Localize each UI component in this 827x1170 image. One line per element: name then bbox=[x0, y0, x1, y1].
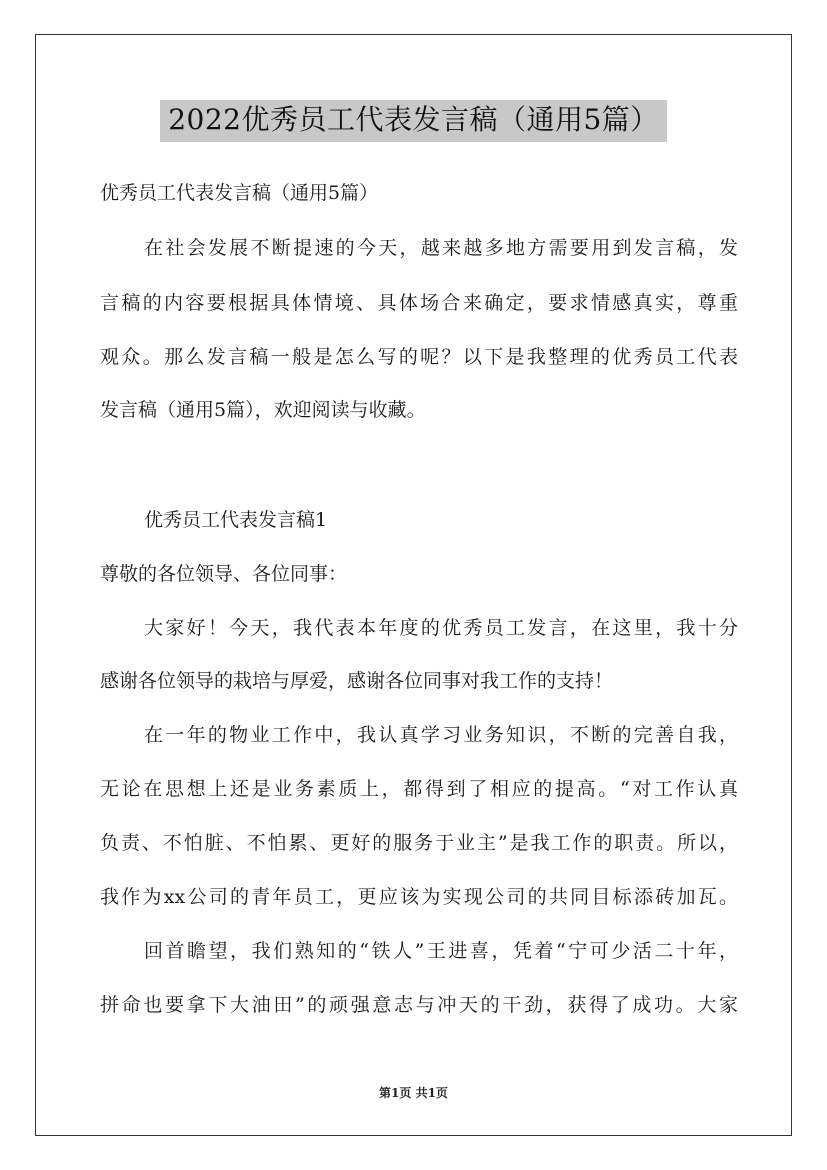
page-number-label: 第1页 共1页 bbox=[379, 1086, 448, 1100]
body-line-3: 在一年的物业工作中，我认真学习业务知识，不断的完善自我， bbox=[144, 724, 738, 746]
body-line-8: 拼命也要拿下大油田”的顽强意志与冲天的干劲，获得了成功。大家 bbox=[100, 994, 738, 1016]
document-title: 2022优秀员工代表发言稿（通用5篇） bbox=[160, 100, 667, 142]
body-line-6: 我作为xx公司的青年员工，更应该为实现公司的共同目标添砖加瓦。 bbox=[100, 886, 738, 908]
title-container bbox=[0, 100, 827, 142]
body-line-4: 无论在思想上还是业务素质上，都得到了相应的提高。“对工作认真 bbox=[100, 778, 738, 800]
document-subtitle: 优秀员工代表发言稿（通用5篇） bbox=[100, 182, 379, 204]
intro-line-1: 在社会发展不断提速的今天，越来越多地方需要用到发言稿，发 bbox=[144, 237, 738, 259]
body-line-5: 负责、不怕脏、不怕累、更好的服务于业主”是我工作的职责。所以， bbox=[100, 832, 738, 854]
intro-line-4: 发言稿（通用5篇），欢迎阅读与收藏。 bbox=[100, 399, 426, 421]
intro-line-3: 观众。那么发言稿一般是怎么写的呢？以下是我整理的优秀员工代表 bbox=[100, 346, 738, 368]
salutation: 尊敬的各位领导、各位同事： bbox=[100, 563, 348, 585]
page-footer bbox=[0, 1085, 827, 1101]
body-line-2: 感谢各位领导的栽培与厚爱，感谢各位同事对我工作的支持！ bbox=[100, 670, 614, 692]
intro-line-2: 言稿的内容要根据具体情境、具体场合来确定，要求情感真实，尊重 bbox=[100, 292, 738, 314]
body-line-7: 回首瞻望，我们熟知的“铁人”王进喜，凭着“宁可少活二十年， bbox=[144, 940, 738, 962]
body-line-1: 大家好！今天，我代表本年度的优秀员工发言，在这里，我十分 bbox=[144, 617, 738, 639]
section-heading: 优秀员工代表发言稿1 bbox=[144, 509, 328, 531]
